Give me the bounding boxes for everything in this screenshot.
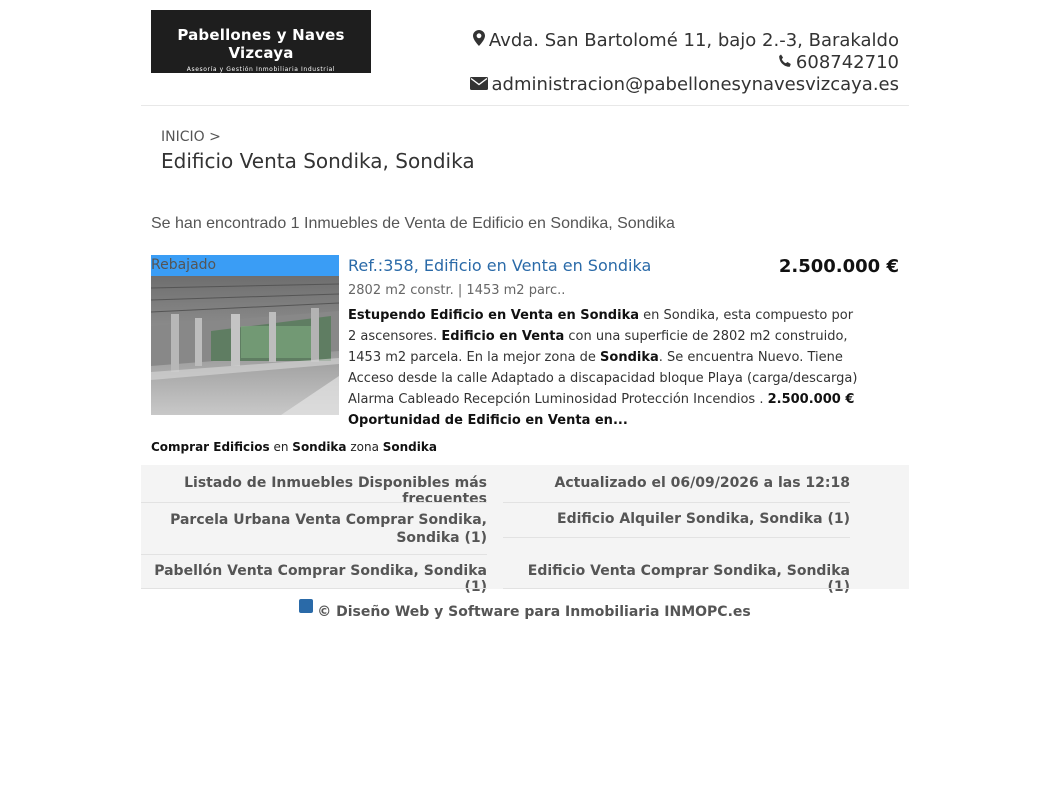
frequent-link-edificio-alquiler[interactable]: Edificio Alquiler Sondika, Sondika (1) [557, 511, 850, 527]
email-link[interactable]: administracion@pabellonesynavesvizcaya.es [491, 74, 899, 95]
page-title: Edificio Venta Sondika, Sondika [161, 149, 475, 173]
divider [141, 588, 487, 589]
frequent-heading: Listado de Inmuebles Disponibles más frecuentes [184, 475, 487, 507]
address-row [470, 30, 900, 52]
listing-price: 2.500.000 € [778, 256, 899, 277]
address-text: Avda. San Bartolomé 11, bajo 2.-3, Barakaldo [488, 30, 899, 51]
breadcrumb-separator: > [209, 129, 221, 145]
listing-caption [151, 440, 437, 454]
caption-part: zona [346, 440, 383, 454]
inmopc-icon [299, 599, 313, 613]
header-divider [141, 105, 909, 106]
frequent-listings-panel [141, 465, 909, 595]
caption-part: en [269, 440, 293, 454]
logo-subtitle: Asesoría y Gestión Inmobiliaria Industrial [186, 66, 336, 73]
footer [141, 603, 909, 620]
listing-photo [151, 276, 339, 415]
desc-part: . Se encuentra Nuevo. Tiene Acceso desde la calle Adaptado a discapacidad bloque Playa (carga/descarga) Alarma Cableado Recepción Luminosidad Protección Incendios . [348, 350, 858, 407]
divider [503, 502, 850, 503]
breadcrumb-home-link[interactable]: INICIO [161, 129, 205, 145]
breadcrumb [161, 129, 221, 145]
desc-part: con una superficie de 2802 m2 construido, 1453 m2 parcela. En la mejor zona de [348, 329, 848, 365]
desc-part: Sondika [600, 350, 659, 365]
desc-part: en Sondika, esta compuesto por 2 ascensores. [348, 308, 854, 344]
desc-part: 2.500.000 € Oportunidad de Edificio en Venta en... [348, 392, 855, 428]
phone-number[interactable]: 608742710 [795, 52, 899, 73]
footer-credit-link[interactable]: © Diseño Web y Software para Inmobiliaria INMOPC.es [317, 604, 751, 620]
divider [503, 537, 850, 538]
divider [141, 502, 487, 503]
divider [503, 588, 850, 589]
frequent-link-edificio-venta[interactable]: Edificio Venta Comprar Sondika, Sondika (1) [527, 563, 850, 595]
updated-timestamp: Actualizado el 06/09/2026 a las 12:18 [554, 475, 850, 491]
contact-info [470, 30, 900, 96]
results-count: Se han encontrado 1 Inmuebles de Venta de Edificio en Sondika, Sondika [151, 215, 675, 232]
divider [141, 554, 487, 555]
desc-part: Estupendo Edificio en Venta en Sondika [348, 308, 639, 323]
listing-specs: 2802 m2 constr. | 1453 m2 parc.. [348, 283, 566, 298]
site-logo[interactable] [151, 10, 371, 73]
envelope-icon [470, 74, 488, 96]
phone-row[interactable] [470, 52, 900, 74]
caption-part: Comprar Edificios [151, 440, 270, 454]
listing-title-link[interactable]: Ref.:358, Edificio en Venta en Sondika [348, 256, 652, 275]
phone-icon [778, 52, 792, 74]
map-marker-icon [473, 30, 485, 52]
desc-part: Edificio en Venta [441, 329, 565, 344]
caption-part: Sondika [292, 440, 347, 454]
logo-title: Pabellones y Naves Vizcaya [177, 26, 345, 62]
status-badge: Rebajado [151, 255, 339, 276]
frequent-link-parcela[interactable]: Parcela Urbana Venta Comprar Sondika, Sondika (1) [170, 512, 487, 546]
email-row[interactable] [470, 74, 900, 96]
caption-part: Sondika [382, 440, 437, 454]
listing-description [348, 305, 863, 431]
frequent-link-pabellon[interactable]: Pabellón Venta Comprar Sondika, Sondika (1) [154, 563, 487, 595]
listing-thumbnail[interactable] [151, 255, 339, 415]
